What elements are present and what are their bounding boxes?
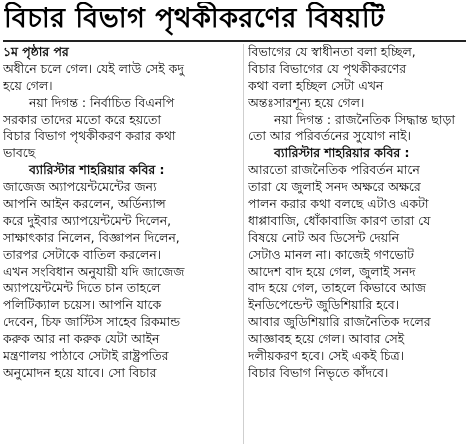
text-line: অ্যাপয়েন্টমেন্ট দিতে চান তাহলে — [3, 280, 161, 296]
text-line: দেবেন, চিফ জাস্টিস সাহেব রিকমান্ড — [3, 314, 181, 330]
text-line: আদেশ বাদ হয়ে গেল, জুলাই সনদ — [248, 263, 416, 279]
text-line: সাক্ষাৎকার নিলেন, বিজ্ঞাপন দিলেন, — [3, 229, 180, 245]
text-line: ধাপ্পাবাজি, ধোঁকাবাজি কারণ তারা যে — [248, 212, 431, 228]
text-line: জাজেজ অ্যাপয়েন্টমেন্টের জন্য — [3, 179, 157, 195]
text-line: ভাবছে — [3, 145, 36, 161]
text-line: ১ম পৃষ্ঠার পর — [3, 44, 69, 59]
text-line: সেটাও মানল না। কাজেই গণভোট — [248, 246, 414, 262]
text-line: আপনি আইন করলেন, অর্ডিন্যান্স — [3, 196, 166, 212]
headline: বিচার বিভাগ পৃথকীকরণের বিষয়টি — [4, 3, 385, 34]
right-column — [248, 44, 466, 382]
text-line: সরকার তাদের মতো করে হয়তো — [3, 111, 161, 127]
text-line: করে দুইবার অ্যাপয়েন্টমেন্ট দিলেন, — [3, 212, 172, 228]
text-line: নয়া দিগন্ত : রাজনৈতিক সিদ্ধান্ত ছাড়া — [274, 111, 455, 127]
left-column — [3, 44, 241, 382]
text-line: পলিটিক্যাল চয়েস। আপনি যাকে — [3, 297, 162, 313]
text-line: আরতো রাজনৈতিক পরিবর্তন মানে — [248, 162, 420, 178]
text-line: হয়ে গেল। — [3, 77, 53, 93]
text-line: নয়া দিগন্ত : নির্বাচিত বিএনপি — [29, 94, 175, 110]
text-line: অধীনে চলে গেল। যেই লাউ সেই কদু — [3, 60, 184, 76]
text-line: অনুমোদন হয়ে যাবে। সো বিচার — [3, 364, 157, 380]
text-line: দলীয়করণ হবে। সেই একই চিত্র। — [248, 348, 405, 364]
text-line: ব্যারিস্টার শাহরিয়ার কবির : — [29, 162, 165, 178]
text-line: ব্যারিস্টার শাহরিয়ার কবির : — [274, 145, 410, 161]
text-line: তারপর সেটাকে বাতিল করলেন। — [3, 246, 162, 262]
text-line: বিভাগের যে স্বাধীনতা বলা হচ্ছিল, — [248, 44, 416, 59]
text-line: আজ্ঞাবহ হয়ে গেল। আবার সেই — [248, 331, 405, 347]
column-divider — [243, 44, 244, 444]
headline-rule — [3, 40, 466, 42]
text-line: অন্তঃসারশূন্য হয়ে গেল। — [248, 94, 365, 110]
text-line: বাদ হয়ে গেল, তাহলে কিভাবে আজ — [248, 280, 426, 296]
text-line: বিচার বিভাগ নিভৃতে কাঁদবে। — [248, 364, 389, 380]
text-line: কথা বলা হচ্ছিল সেটা এখন — [248, 77, 384, 93]
text-line: বিচার বিভাগ পৃথকীকরণ করার কথা — [3, 128, 176, 144]
text-line: বিষয়ে নোট অব ডিসেন্ট দেয়নি — [248, 229, 400, 245]
text-line: আবার জুডিশিয়ারি রাজনৈতিক দলের — [248, 314, 431, 330]
text-line: পালন করার কথা বলছে এটাও একটা — [248, 196, 429, 212]
text-line: তারা যে জুলাই সনদ অক্ষরে অক্ষরে — [248, 179, 421, 195]
text-line: ইনডিপেন্ডেন্ট জুডিশিয়ারি হবে। — [248, 297, 400, 313]
text-line: করুক আর না করুক যেটা আইন — [3, 331, 160, 347]
text-line: বিচার বিভাগের যে পৃথকীকরণের — [248, 60, 407, 76]
text-line: মন্ত্রণালয় পাঠাবে সেটাই রাষ্ট্রপতির — [3, 348, 169, 364]
text-line: এখন সংবিধান অনুযায়ী যদি জাজেজ — [3, 263, 185, 279]
text-line: তো আর পরিবর্তনের সুযোগ নাই। — [248, 128, 411, 144]
